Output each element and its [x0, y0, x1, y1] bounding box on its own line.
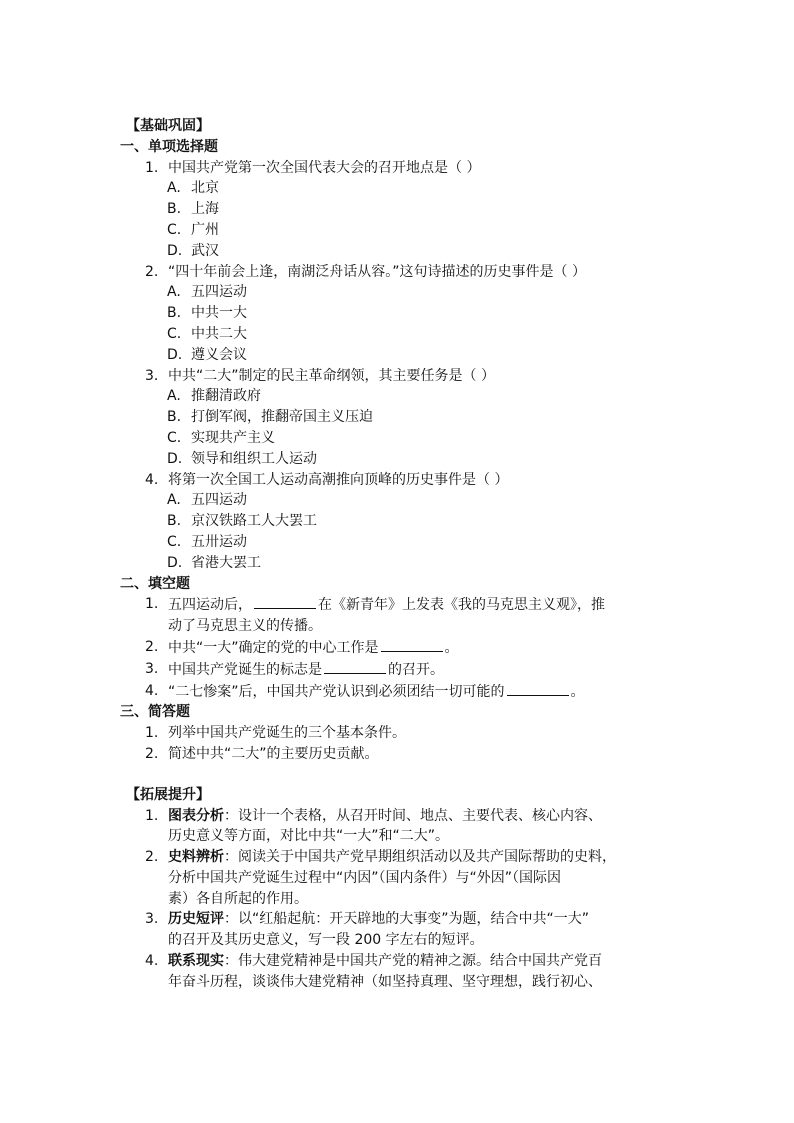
question-number: 1.	[145, 159, 159, 176]
choice-question-1	[120, 158, 680, 179]
question-number: 2.	[145, 263, 159, 280]
question-number: 2.	[145, 638, 159, 655]
question-text: 的召开。	[388, 661, 444, 678]
option-letter: C.	[167, 429, 182, 446]
spacer	[120, 765, 680, 785]
question-text: 动了马克思主义的传播。	[168, 618, 322, 635]
option-d	[120, 345, 680, 366]
option-text: 领导和组织工人运动	[191, 450, 317, 467]
question-number: 4.	[145, 682, 159, 699]
extension-task-2	[120, 847, 680, 909]
question-number: 3.	[145, 660, 159, 677]
choice-question-2	[120, 262, 680, 283]
task-number: 2.	[145, 849, 159, 866]
option-text: 五卅运动	[191, 533, 247, 550]
option-letter: D.	[167, 346, 183, 363]
task-text: 历史意义等方面，对比中共“一大”和“二大”。	[168, 828, 450, 845]
option-letter: C.	[167, 325, 182, 342]
task-text: 素）各自所起的作用。	[168, 890, 308, 907]
part2-title: 二、填空题	[120, 575, 190, 592]
question-text: 中共“一大”确定的党的中心工作是	[168, 639, 379, 656]
task-keyword: 联系现实	[168, 953, 224, 970]
extension-task-3	[120, 909, 680, 951]
task-text: 分析中国共产党诞生过程中“内因”（国内条件）与“外因”（国际因	[168, 869, 562, 886]
fill-question-2	[120, 637, 680, 659]
fill-question-3	[120, 659, 680, 681]
option-d	[120, 553, 680, 574]
task-text: ：以“红船起航：开天辟地的大事变”为题，结合中共“一大”	[224, 911, 590, 928]
question-text: 中共“二大”制定的民主革命纲领，其主要任务是（ ）	[168, 367, 495, 384]
option-b	[120, 199, 680, 220]
option-text: 中共二大	[191, 325, 247, 342]
option-b	[120, 303, 680, 324]
option-letter: D.	[167, 554, 183, 571]
option-letter: C.	[167, 221, 182, 238]
option-text: 打倒军阀，推翻帝国主义压迫	[191, 409, 373, 426]
question-text: 列举中国共产党诞生的三个基本条件。	[168, 725, 406, 742]
task-text: 年奋斗历程，谈谈伟大建党精神（如坚持真理、坚守理想，践行初心、	[168, 973, 602, 990]
option-text: 中共一大	[191, 305, 247, 322]
option-c	[120, 428, 680, 449]
choice-question-4	[120, 470, 680, 491]
question-text: 在《新青年》上发表《我的马克思主义观》，推	[318, 597, 605, 614]
option-letter: B.	[167, 305, 182, 322]
question-number: 3.	[145, 367, 159, 384]
option-a	[120, 282, 680, 303]
option-text: 推翻清政府	[191, 388, 261, 405]
option-letter: B.	[167, 513, 182, 530]
option-c	[120, 532, 680, 553]
part3-title: 三、简答题	[120, 704, 190, 721]
question-number: 2.	[145, 745, 159, 762]
section-basic-title: 【基础巩固】	[126, 118, 210, 134]
question-text: “二七惨案”后，中国共产党认识到必须团结一切可能的	[168, 683, 505, 700]
worksheet-content	[120, 116, 680, 993]
option-a	[120, 386, 680, 407]
option-d	[120, 449, 680, 470]
option-b	[120, 511, 680, 532]
task-text: ：阅读关于中国共产党早期组织活动以及共产国际帮助的史料，	[224, 849, 616, 866]
task-text: 的召开及其历史意义，写一段 200 字左右的短评。	[168, 932, 484, 949]
option-letter: D.	[167, 242, 183, 259]
question-number: 4.	[145, 471, 159, 488]
option-letter: D.	[167, 450, 183, 467]
question-text: “四十年前会上逢，南湖泛舟话从容。”这句诗描述的历史事件是（ ）	[168, 263, 586, 280]
question-text: 中国共产党诞生的标志是	[168, 661, 322, 678]
question-text: 五四运动后，	[168, 597, 252, 614]
answer-blank[interactable]	[381, 637, 443, 652]
short-question-2	[120, 744, 680, 765]
short-question-1	[120, 723, 680, 744]
option-c	[120, 324, 680, 345]
answer-blank[interactable]	[507, 681, 569, 696]
question-text: 。	[444, 639, 459, 656]
task-text: ：伟大建党精神是中国共产党的精神之源。结合中国共产党百	[224, 953, 602, 970]
option-letter: A.	[167, 388, 181, 405]
task-number: 1.	[145, 807, 159, 824]
part1-title: 一、单项选择题	[120, 138, 218, 155]
option-a	[120, 178, 680, 199]
option-letter: B.	[167, 409, 182, 426]
question-text: 将第一次全国工人运动高潮推向顶峰的历史事件是（ ）	[168, 471, 509, 488]
option-text: 实现共产主义	[191, 429, 275, 446]
fill-question-4	[120, 681, 680, 703]
option-letter: B.	[167, 201, 182, 218]
option-c	[120, 220, 680, 241]
option-b	[120, 407, 680, 428]
option-text: 省港大罢工	[191, 554, 261, 571]
option-letter: A.	[167, 284, 181, 301]
question-text: 。	[570, 683, 585, 700]
option-letter: A.	[167, 492, 181, 509]
option-text: 五四运动	[191, 284, 247, 301]
answer-blank[interactable]	[254, 594, 316, 609]
task-keyword: 史料辨析	[168, 849, 224, 866]
answer-blank[interactable]	[324, 659, 386, 674]
option-text: 北京	[191, 180, 219, 197]
option-text: 广州	[191, 221, 219, 238]
option-text: 京汉铁路工人大罢工	[191, 513, 317, 530]
option-text: 武汉	[191, 242, 219, 259]
fill-question-1	[120, 594, 680, 637]
choice-question-3	[120, 366, 680, 387]
task-keyword: 历史短评	[168, 911, 224, 928]
question-number: 1.	[145, 725, 159, 742]
task-keyword: 图表分析	[168, 807, 224, 824]
option-a	[120, 490, 680, 511]
task-text: ：设计一个表格，从召开时间、地点、主要代表、核心内容、	[224, 807, 602, 824]
extension-task-1	[120, 806, 680, 848]
question-text: 简述中共“二大”的主要历史贡献。	[168, 745, 379, 762]
option-text: 遵义会议	[191, 346, 247, 363]
option-text: 五四运动	[191, 492, 247, 509]
task-number: 3.	[145, 911, 159, 928]
option-letter: A.	[167, 180, 181, 197]
option-d	[120, 241, 680, 262]
section-extension-title: 【拓展提升】	[126, 786, 210, 803]
question-number: 1.	[145, 596, 159, 613]
task-number: 4.	[145, 953, 159, 970]
option-text: 上海	[191, 201, 219, 218]
question-text: 中国共产党第一次全国代表大会的召开地点是（ ）	[168, 159, 481, 176]
extension-task-4	[120, 951, 680, 993]
option-letter: C.	[167, 533, 182, 550]
